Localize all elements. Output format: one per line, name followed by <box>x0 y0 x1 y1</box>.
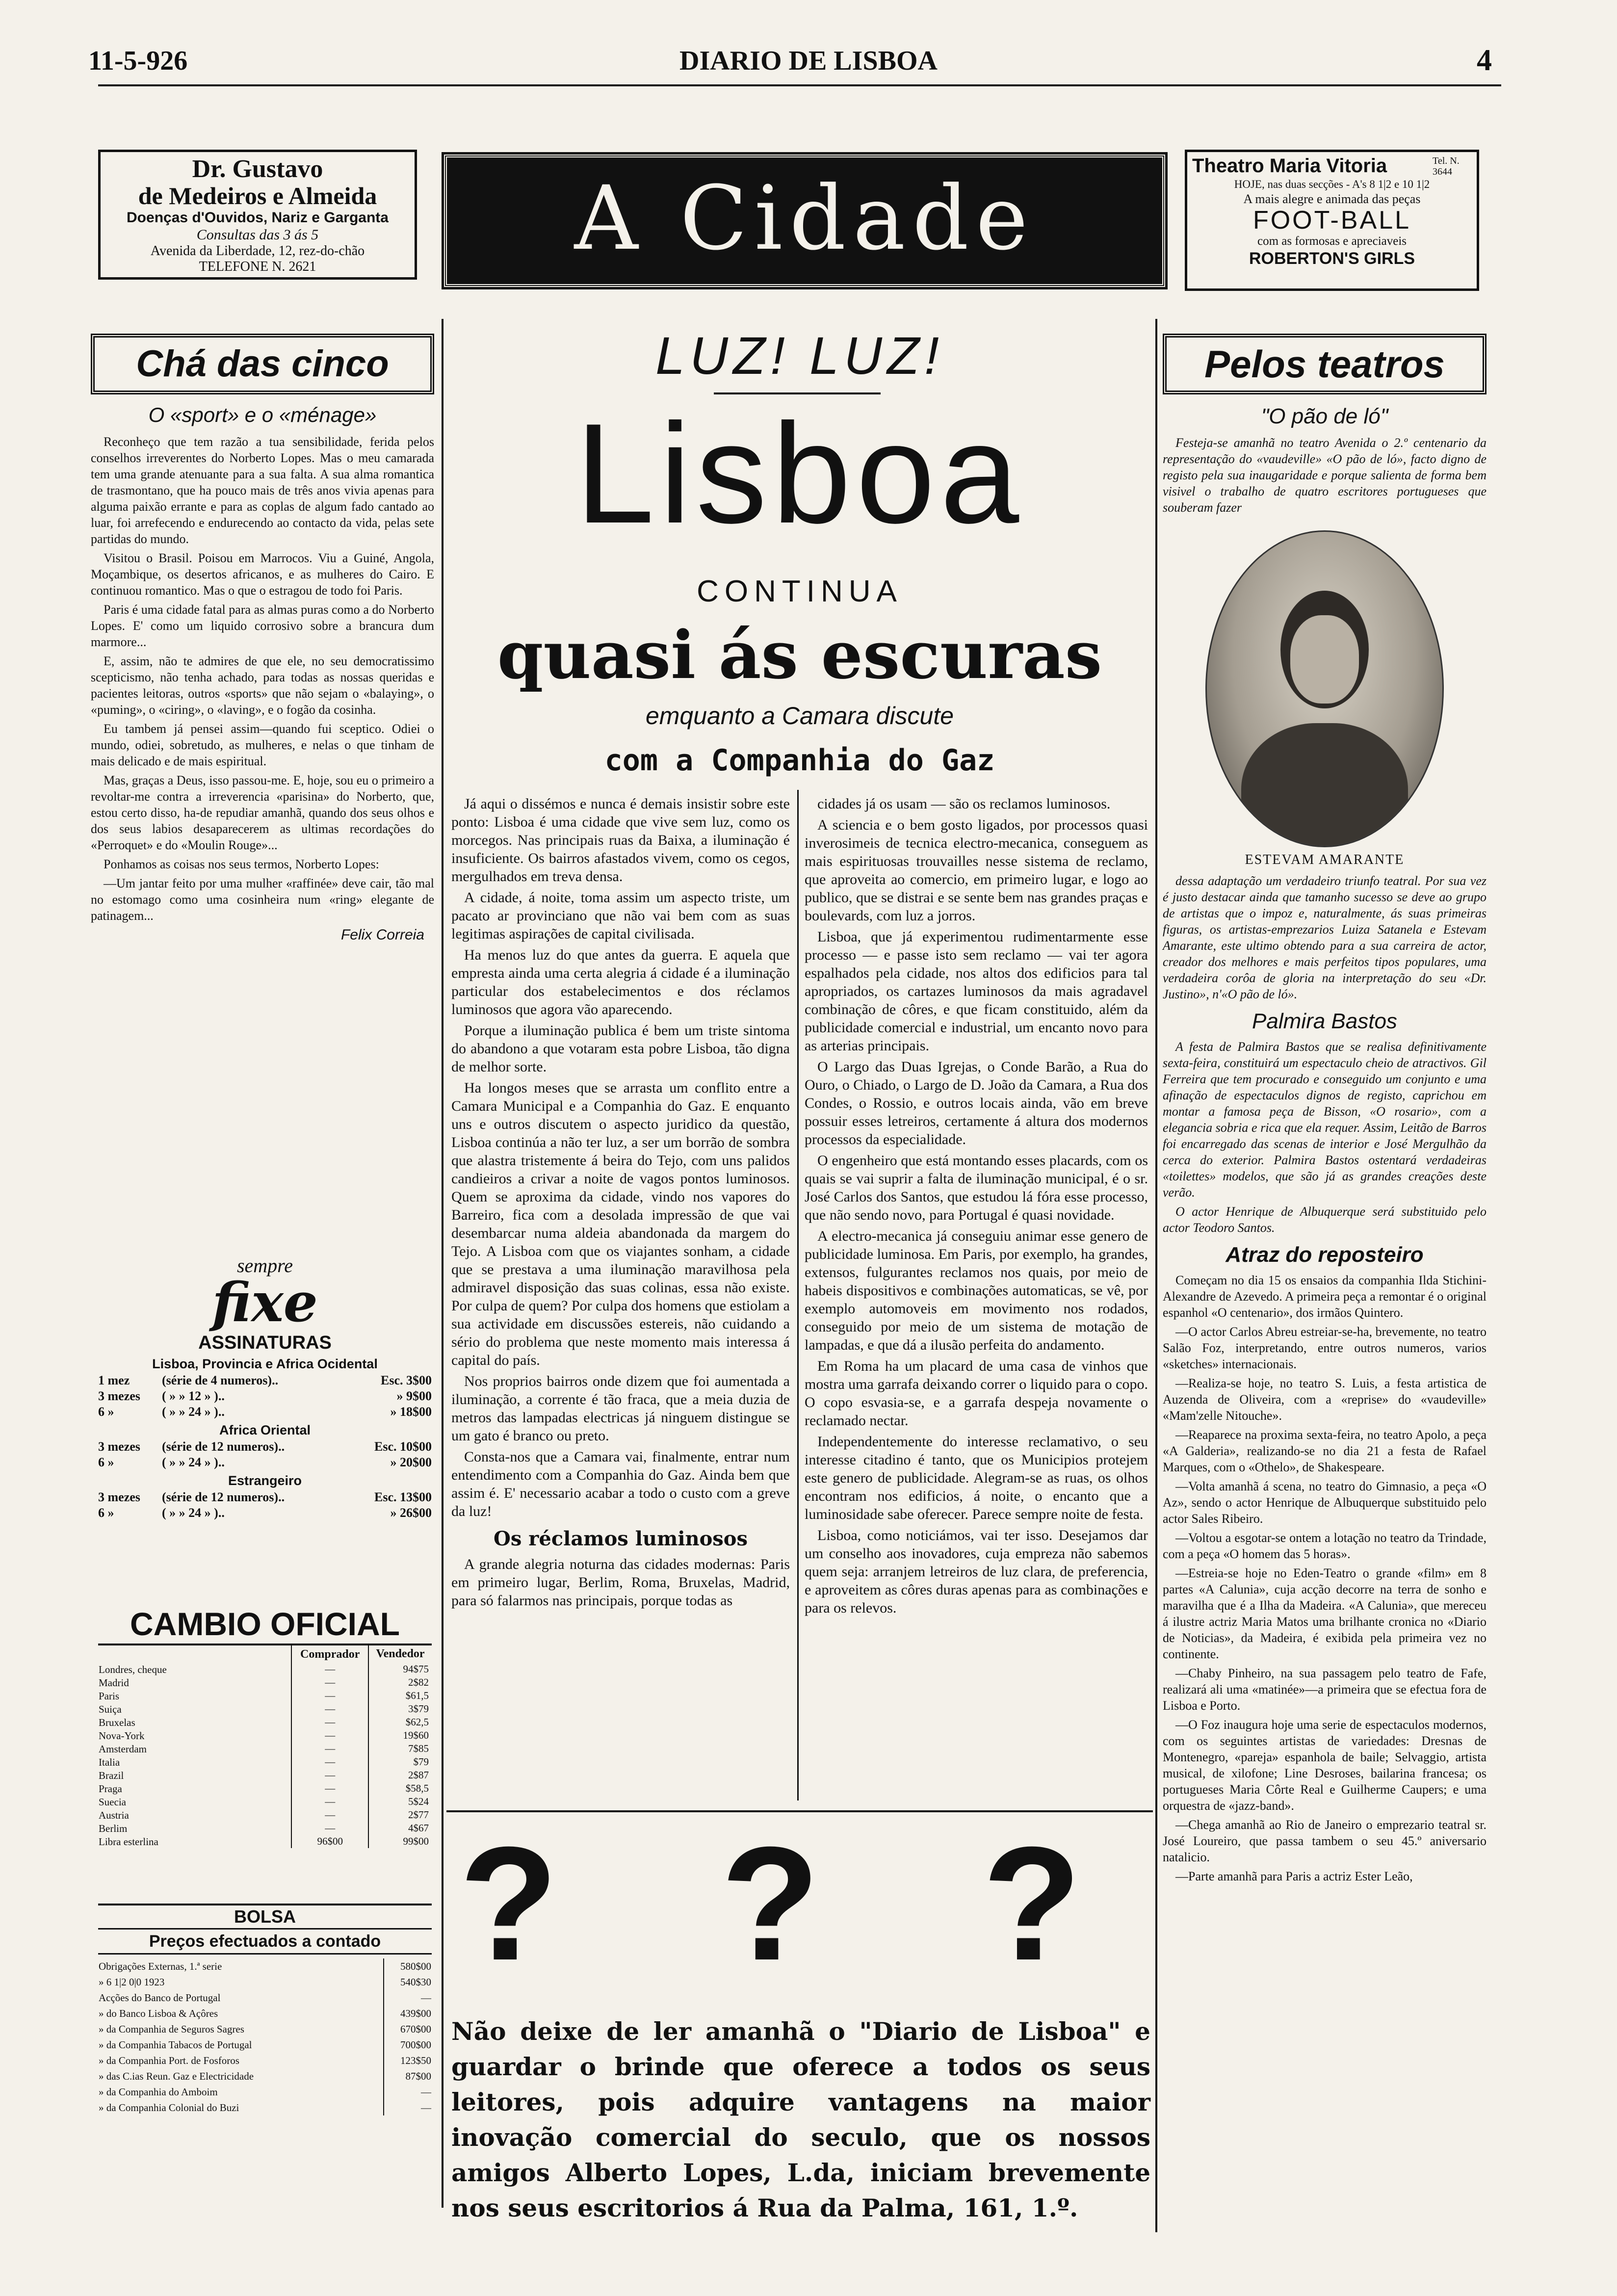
cambio-city: Londres, cheque <box>99 1663 167 1675</box>
cambio-sell: $62,5 <box>405 1716 429 1728</box>
deck-1: emquanto a Camara discute <box>645 702 954 730</box>
cambio-city: Suiça <box>99 1703 122 1715</box>
pao-de-lo-title: "O pão de ló" <box>1261 404 1388 428</box>
cha-paragraph: Mas, graças a Deus, isso passou-me. E, hoje, sou eu o primeiro a revoltar-me contra a irreverencia «parisina» do Norberto, que, estou certo disso, ha-de repudiar amanhã, quando dos seus olhos e dos seus labios desaparecerem as ultimas recordações do «Perroquet» e do «Moulin Rouge»... <box>91 773 434 852</box>
cambio-title: CAMBIO OFICIAL <box>98 1604 432 1645</box>
actor-portrait <box>1205 530 1444 847</box>
fixe-period: 6 » <box>98 1405 114 1419</box>
doctor-phone: TELEFONE N. 2621 <box>199 259 316 274</box>
cambio-sell: 94$75 <box>403 1663 429 1675</box>
cambio-sell: 2$87 <box>408 1769 429 1781</box>
cha-subheading: O «sport» e o «ménage» <box>148 403 377 426</box>
cambio-buy: — <box>291 1782 368 1795</box>
cambio-sell: 2$82 <box>408 1676 429 1688</box>
promo-text: Não deixe de ler amanhã o "Diario de Lisboa" e guardar o brinde que oferece a todos os seus leitores, pois adquire vantagens na maior inovação comercial do seculo, que os nossos amigos Alberto Lopes, L.da, iniciam brevemente nos seus escritorios á Rua da Palma, 161, 1.º. <box>451 2017 1150 2222</box>
cha-paragraph: Eu tambem já pensei assim—quando fui sceptico. Odiei o mundo, odiei, sobretudo, as mulheres, e nelas o que tinham de mais delicado e de mais espiritual. <box>91 722 434 768</box>
article-paragraph: O Largo das Duas Igrejas, o Conde Barão, a Rua do Ouro, o Chiado, o Largo de D. João da Camara, a Rua dos Condes, o Rossio, e outros locais ainda, vão em breve possuir esses letreiros, certamente á altura dos modernos processos da especialidade. <box>805 1059 1148 1148</box>
article-paragraph: A sciencia e o bem gosto ligados, por processos quasi inverosimeis de tecnica electro-mecanica, conseguem as mais espirituosas trouvailles nesse sistema de reclamo, que aproveita ao comercio, em primeiro lugar, e logo ao publico, que se distrai e se sente bem nas grandes praças e boulevards, com luz a jorros. <box>805 817 1148 924</box>
cambio-sell: 99$00 <box>403 1835 429 1847</box>
cambio-row <box>98 1663 432 1676</box>
bolsa-name: » 6 1|2 0|0 1923 <box>99 1976 165 1988</box>
cambio-buy: — <box>291 1676 368 1689</box>
bolsa-price: 87$00 <box>384 2068 432 2084</box>
cambio-buy: — <box>291 1822 368 1835</box>
header-rule <box>98 84 1501 86</box>
portrait-face <box>1290 615 1359 704</box>
bolsa-row <box>98 2068 432 2084</box>
cha-signature: Felix Correia <box>340 927 424 943</box>
fixe-sempre: sempre <box>236 1254 293 1277</box>
fixe-region: Africa Oriental <box>219 1423 311 1437</box>
cambio-row <box>98 1729 432 1742</box>
bolsa-name: » do Banco Lisboa & Açôres <box>99 2008 218 2019</box>
cambio-buy: — <box>291 1663 368 1676</box>
fixe-period: 1 mez <box>98 1373 130 1387</box>
fixe-desc: (série de 4 numeros).. <box>162 1373 279 1387</box>
bolsa-row <box>98 1990 432 2006</box>
bolsa-title: BOLSA <box>98 1904 432 1930</box>
fixe-desc: ( » » 24 » ).. <box>162 1405 225 1419</box>
bolsa-subtitle: Preços efectuados a contado <box>98 1930 432 1955</box>
cambio-row <box>98 1795 432 1808</box>
bolsa-price: — <box>384 2084 432 2100</box>
doctor-name-1: Dr. Gustavo <box>192 155 323 183</box>
cambio-row <box>98 1676 432 1689</box>
bolsa-row <box>98 2021 432 2037</box>
section-banner-text: A Cidade <box>574 167 1035 270</box>
cambio-row <box>98 1689 432 1702</box>
section-banner <box>444 155 1165 287</box>
bolsa-row <box>98 1958 432 1974</box>
fixe-row <box>98 1439 432 1455</box>
cambio-sell: 19$60 <box>403 1729 429 1741</box>
cambio-row <box>98 1716 432 1729</box>
cambio-row <box>98 1808 432 1822</box>
teatros-heading: Pelos teatros <box>1204 342 1445 386</box>
reposteiro-note: Começam no dia 15 os ensaios da companhia Ilda Stichini-Alexandre de Azevedo. A primeira peça a remontar é o original espanhol «O centenario», dos irmãos Quintero. <box>1163 1273 1487 1320</box>
bolsa-price: 439$00 <box>384 2006 432 2021</box>
fixe-period: 6 » <box>98 1506 114 1520</box>
column-rule-center <box>797 790 799 1800</box>
cambio-sell: $79 <box>413 1756 429 1768</box>
newspaper-title: DIARIO DE LISBOA <box>679 46 938 76</box>
cambio-city: Austria <box>99 1809 129 1821</box>
fixe-price: » 9$00 <box>396 1389 432 1403</box>
bolsa-price: — <box>384 1990 432 2006</box>
cambio-table <box>98 1645 432 1848</box>
fixe-title: ASSINATURAS <box>198 1332 332 1353</box>
cambio-block <box>98 1604 432 1848</box>
theatre-troupe: ROBERTON'S GIRLS <box>1249 249 1415 268</box>
palmira-text-2: O actor Henrique de Albuquerque será substituido pelo actor Teodoro Santos. <box>1163 1204 1487 1235</box>
article-paragraph: Em Roma ha um placard de uma casa de vinhos que mostra uma garrafa deixando correr o liquido para o copo. O copo esvasia-se, e a garrafa despeja novamente o reclamado nectar. <box>805 1358 1148 1429</box>
bolsa-row <box>98 1974 432 1990</box>
article-paragraph: Porque a iluminação publica é bem um triste sintoma do abandono a que votaram esta pobre Lisboa, tão digna de melhor sorte. <box>451 1022 790 1075</box>
cambio-col-sell: Vendedor <box>376 1647 425 1660</box>
cambio-buy: — <box>291 1795 368 1808</box>
article-column-2 <box>805 795 1148 1620</box>
cha-paragraph: Reconheço que tem razão a tua sensibilidade, ferida pelos conselhos irreverentes do Norberto Lopes. Mas o meu camarada tem uma grande atenuante para a sua falta. A sua alma romantica de trasmontano, que ha pouco mais de três anos vivia apenas para alguma paixão errante e para as coplas de algum fado cantado ao luar, foi arrefecendo e endurecendo ao contacto da vida, pelas sete partidas do mundo. <box>91 435 434 546</box>
palmira-title: Palmira Bastos <box>1252 1009 1397 1033</box>
cambio-sell: 3$79 <box>408 1703 429 1715</box>
cambio-city: Bruxelas <box>99 1716 135 1728</box>
bolsa-name: » da Companhia Colonial do Buzi <box>99 2102 239 2113</box>
article-column-1 <box>451 795 790 1613</box>
fixe-desc: ( » » 24 » ).. <box>162 1506 225 1520</box>
doctor-name-2: de Medeiros e Almeida <box>138 182 377 209</box>
doctor-hours: Consultas das 3 ás 5 <box>196 227 319 243</box>
cambio-buy: 96$00 <box>291 1835 368 1848</box>
fixe-price: » 20$00 <box>390 1455 432 1469</box>
bolsa-price: 123$50 <box>384 2053 432 2068</box>
cambio-city: Brazil <box>99 1769 124 1781</box>
fixe-row <box>98 1373 432 1388</box>
cambio-row <box>98 1782 432 1795</box>
fixe-price: Esc. 3$00 <box>381 1373 432 1387</box>
headline-2: quasi ás escuras <box>497 616 1102 694</box>
cambio-buy: — <box>291 1689 368 1702</box>
reposteiro-note: —O Foz inaugura hoje uma serie de espectaculos modernos, com os seguintes artistas de variedades: Dresnas de Montenegro, «pareja» espanhola de baile; Selvaggio, artista musical, de xilofone; Line Desroses, bailarina francesa; os portugueses Maria Côrte Real e Guilherme Caupers; e uma orquestra de «jazz-band». <box>1163 1718 1487 1813</box>
theatre-name: Theatro Maria Vitoria <box>1192 155 1387 177</box>
cambio-row <box>98 1822 432 1835</box>
cambio-city: Amsterdam <box>99 1743 147 1755</box>
portrait-shoulders <box>1241 723 1408 847</box>
fixe-price: » 26$00 <box>390 1506 432 1520</box>
theatre-ad <box>1185 150 1479 291</box>
bolsa-name: » da Companhia de Seguros Sagres <box>99 2023 244 2035</box>
doctor-address: Avenida da Liberdade, 12, rez-do-chão <box>150 243 365 259</box>
cambio-buy: — <box>291 1742 368 1755</box>
reposteiro-note: —Voltou a esgotar-se ontem a lotação no teatro da Trindade, com a peça «O homem das 5 horas». <box>1163 1531 1487 1561</box>
bolsa-name: » da Companhia Tabacos de Portugal <box>99 2039 252 2051</box>
fixe-price: » 18$00 <box>390 1405 432 1419</box>
reposteiro-note: —Reaparece na proxima sexta-feira, no teatro Apolo, a peça «A Galderia», realizando-se no dia 21 a festa de Rafael Marques, com o «Othelo», de Shakespeare. <box>1163 1428 1487 1474</box>
bolsa-price: 540$30 <box>384 1974 432 1990</box>
theatre-schedule: HOJE, nas duas secções - A's 8 1|2 e 10 1|2 <box>1234 178 1430 190</box>
article-paragraph: A electro-mecanica já conseguiu animar esse genero de publicidade luminosa. Em Paris, por exemplo, ha grandes, extensos, fulgurantes reclamos nos quais, por meio de habeis dispositivos e combinações automaticas, se vê, por exemplo automoveis em movimento nos rodados, conseguido por meio de um sistema de motação de lampadas, e que dá a ilusão perfeita do andamento. <box>805 1228 1148 1353</box>
cha-paragraph: —Um jantar feito por uma mulher «raffinée» deve cair, tão mal no estomago como uma cosinheira num «ring» elegante de patinagem... <box>91 876 434 923</box>
article-paragraph: O engenheiro que está montando esses placards, com os quais se vai suprir a falta de iluminação municipal, é o sr. José Carlos dos Santos, que estudou lá fóra esse processo, que não sendo novo, para Portugal é quasi novidade. <box>805 1152 1148 1223</box>
palmira-text: A festa de Palmira Bastos que se realisa definitivamente sexta-feira, constituirá um espectaculo cheio de atractivos. Gil Ferreira que tem procurado e conseguido um conjunto e uma afinação de espectaculos dignos de registo, caprichou em montar a famosa peça de Bisson, «O rosario», com a elegancia sobria e rica que ela requer. Assim, Leitão de Barros foi encarregado das scenas de interior e José Mergulhão da cerca do exterior. Palmira Bastos ostentará verdadeiras «toilettes» modelos, que são já as grandes creações deste verão. <box>1163 1040 1487 1200</box>
cha-heading-box <box>91 334 434 394</box>
cambio-sell: 2$77 <box>408 1809 429 1821</box>
article-paragraph: Ha menos luz do que antes da guerra. E aquela que empresta ainda uma certa alegria á cidade é a iluminação particular dos estabelecimentos e dos réclamos luminosos que agora vão aparecendo. <box>451 947 790 1018</box>
fixe-period: 3 mezes <box>98 1389 140 1403</box>
cambio-city: Madrid <box>99 1676 129 1689</box>
reposteiro-note: —Realiza-se hoje, no teatro S. Luis, a festa artistica de Auzenda de Oliveira, com a «reprise» do «vaudeville» «Mam'zelle Nitouche». <box>1163 1376 1487 1423</box>
fixe-row <box>98 1388 432 1404</box>
teatros-heading-box <box>1163 334 1487 394</box>
reposteiro-note: —Volta amanhã á scena, no teatro do Gimnasio, a peça «O Az», sendo o actor Henrique de Albuquerque substituido pelo actor Sales Ribeiro. <box>1163 1479 1487 1526</box>
bolsa-name: Obrigações Externas, 1.ª serie <box>99 1960 222 1972</box>
cha-heading: Chá das cinco <box>136 343 389 385</box>
bolsa-block <box>98 1904 432 2115</box>
pao-de-lo-intro: Festeja-se amanhã no teatro Avenida o 2.º centenario da representação do «vaudeville» «O pão de ló», facto digno de registo pela sua inaugaridade e porque salienta de forma bem visivel o trabalho de quatro escritores portugueses que souberam fazer <box>1163 436 1487 515</box>
fixe-desc: (série de 12 numeros).. <box>162 1439 285 1454</box>
reclamos-title: Os réclamos luminosos <box>493 1527 748 1550</box>
cambio-sell: $58,5 <box>405 1782 429 1794</box>
doctor-specialty: Doenças d'Ouvidos, Nariz e Garganta <box>127 209 389 226</box>
page-date: 11-5-926 <box>88 46 188 76</box>
theatre-line-2: A mais alegre e animada das peças <box>1243 192 1421 206</box>
reposteiro-note: —Parte amanhã para Paris a actriz Ester Leão, <box>1175 1869 1413 1883</box>
cambio-buy: — <box>291 1769 368 1782</box>
fixe-price: Esc. 13$00 <box>374 1490 432 1504</box>
bolsa-table <box>98 1958 432 2115</box>
bolsa-name: » das C.ias Reun. Gaz e Electricidade <box>99 2070 254 2082</box>
cambio-row <box>98 1755 432 1769</box>
column-rule-right <box>1155 319 1157 2232</box>
cambio-row <box>98 1702 432 1716</box>
fixe-desc: ( » » 24 » ).. <box>162 1455 225 1469</box>
bolsa-price: 580$00 <box>384 1958 432 1974</box>
reposteiro-title: Atraz do reposteiro <box>1226 1243 1424 1267</box>
cambio-sell: $61,5 <box>405 1690 429 1701</box>
fixe-row <box>98 1489 432 1505</box>
article-paragraph: A cidade, á noite, toma assim um aspecto triste, um pacato ar provinciano que não vai bem com as suas legitimas aspirações de capital civilisada. <box>451 889 790 942</box>
bolsa-price: 700$00 <box>384 2037 432 2053</box>
cambio-sell: 5$24 <box>408 1796 429 1807</box>
bolsa-row <box>98 2037 432 2053</box>
deck-2: com a Companhia do Gaz <box>604 743 995 778</box>
fixe-row <box>98 1455 432 1470</box>
cambio-buy: — <box>291 1702 368 1716</box>
column-rule-left <box>442 319 443 2208</box>
cambio-buy: — <box>291 1808 368 1822</box>
cambio-sell: 7$85 <box>408 1743 429 1754</box>
fixe-row <box>98 1505 432 1521</box>
bolsa-row <box>98 2053 432 2068</box>
portrait-caption: ESTEVAM AMARANTE <box>1245 852 1405 867</box>
fixe-block <box>98 1256 432 1521</box>
fixe-desc: (série de 12 numeros).. <box>162 1490 285 1504</box>
theatre-line-3: com as formosas e apreciaveis <box>1257 235 1407 248</box>
cambio-row <box>98 1835 432 1848</box>
page-number: 4 <box>1477 44 1492 77</box>
fixe-region: Lisboa, Provincia e Africa Ocidental <box>152 1357 378 1371</box>
fixe-groups <box>98 1357 432 1521</box>
cambio-city: Praga <box>99 1782 122 1795</box>
article-paragraph: Ha longos meses que se arrasta um conflito entre a Camara Municipal e a Companhia do Gaz. E enquanto uns e outros discutem o aspecto juridico da questão, Lisboa continúa a não ter luz, a ser um borrão de sombra que alastra tristemente á beira do Tejo, com uns palidos candieiros a crivar a noite de vagos pontos luminosos. Quem se aproxima da cidade, vindo nos vapores do Barreiro, fica com a desolada impressão de que vai desembarcar numa aldeia abandonada da margem do Tejo. A Lisboa com que os viajantes sonham, a cidade que se prestava a uma iluminação maravilhosa pela admiravel disposição das suas colinas, essa não existe. Por culpa de quem? Por culpa dos homens que estiolam a sua actividade em discussões estereis, não cuidando a sério do problema que neste momento mais interessa á capital do país. <box>451 1080 790 1368</box>
article-paragraph: Lisboa, que já experimentou rudimentarmente esse processo — e passe isto sem reclamo — vai ter agora espalhados pela cidade, nos altos dos edificios para tal apropriados, os cartazes luminosos da mais agradavel combinação de côres, e que ficam constituido, além da publicidade comercial e industrial, um encanto novo para as arterias principais. <box>805 929 1148 1054</box>
cha-paragraph: Visitou o Brasil. Poisou em Marrocos. Viu a Guiné, Angola, Moçambique, os desertos africanos, e as mulheres do Cairo. E continuou romantico. Mas o que o estragou de todo foi Paris. <box>91 551 434 598</box>
main-headline: Lisboa <box>575 394 1024 553</box>
reposteiro-note: —Chaby Pinheiro, na sua passagem pelo teatro de Fafe, realizará ali uma «matinée»—a primeira que se efectua fora de Lisboa e Porto. <box>1163 1666 1487 1713</box>
cha-paragraph: E, assim, não te admires de que ele, no seu democratissimo scepticismo, não tenha achado, para todas as nossas queridas e pacientes leitoras, outros «sports» que não sejam o «balaying», o «puming», o «ciring», o «laving», e o fogão da cosinha. <box>91 654 434 717</box>
promo-rule <box>446 1810 1153 1812</box>
article-paragraph: Já aqui o dissémos e nunca é demais insistir sobre este ponto: Lisboa é uma cidade que vive sem luz, como os morcegos. Nas principais ruas da Baixa, a iluminação é insuficiente. Os bairros afastados vivem, como os cegos, mergulhados em treva densa. <box>451 796 790 885</box>
cha-paragraph: Ponhamos as coisas nos seus termos, Norberto Lopes: <box>104 857 379 871</box>
cambio-city: Italia <box>99 1756 120 1768</box>
cambio-buy: — <box>291 1716 368 1729</box>
cambio-row <box>98 1769 432 1782</box>
fixe-row <box>98 1404 432 1420</box>
reclamos-paragraph: A grande alegria noturna das cidades modernas: Paris em primeiro lugar, Berlim, Roma, Bruxelas, Madrid, para só falarmos nas principais, porque todas as <box>451 1556 790 1609</box>
cha-paragraph: Paris é uma cidade fatal para as almas puras como a do Norberto Lopes. E' como um liquido corrosivo sobre a brancura dum marmore... <box>91 602 434 649</box>
doctor-ad <box>98 150 417 280</box>
left-column <box>91 334 434 943</box>
cambio-row <box>98 1742 432 1755</box>
fixe-desc: ( » » 12 » ).. <box>162 1389 225 1403</box>
bolsa-name: » da Companhia Port. de Fosforos <box>99 2055 239 2066</box>
cambio-city: Berlim <box>99 1822 128 1834</box>
center-kicker: LUZ! LUZ! <box>655 326 944 385</box>
fixe-price: Esc. 10$00 <box>374 1439 432 1454</box>
article-paragraph: Independentemente do interesse reclamativo, o seu interesse citadino é tanto, que os Municipios protejem este genero de publicidade. Alegram-se as ruas, os olhos encontram nos edificios, á noite, o encanto que a luminosidade sabe oferecer. Parece sempre noite de festa. <box>805 1434 1148 1522</box>
article-paragraph: Consta-nos que a Camara vai, finalmente, entrar num entendimento com a Companhia do Gaz. Ainda bem que assim é. E' necessario acabar a todo o custo com a greve da luz! <box>451 1449 790 1519</box>
bolsa-price: — <box>384 2100 432 2115</box>
headline-continua: CONTINUA <box>697 574 903 608</box>
fixe-region: Estrangeiro <box>228 1473 302 1488</box>
cambio-city: Suecia <box>99 1796 126 1808</box>
fixe-logo: fixe <box>212 1271 318 1334</box>
cambio-col-buy: Comprador <box>291 1645 368 1663</box>
cambio-buy: — <box>291 1729 368 1742</box>
promo-question-marks: ? ? ? <box>459 1813 1141 1994</box>
cambio-city: Paris <box>99 1690 119 1702</box>
cambio-buy: — <box>291 1755 368 1769</box>
cambio-city: Nova-York <box>99 1729 145 1742</box>
fixe-period: 3 mezes <box>98 1490 140 1504</box>
bolsa-price: 670$00 <box>384 2021 432 2037</box>
cambio-city: Libra esterlina <box>99 1835 158 1848</box>
theatre-phone: Tel. N. 3644 <box>1433 155 1460 177</box>
cambio-sell: 4$67 <box>408 1822 429 1834</box>
reposteiro-notes <box>1163 1272 1487 1884</box>
bolsa-name: Acções do Banco de Portugal <box>99 1992 221 2004</box>
theatre-play-title: FOOT-BALL <box>1252 206 1411 235</box>
right-column <box>1163 334 1487 1887</box>
article-paragraph: Lisboa, como noticiámos, vai ter isso. Desejamos dar um conselho aos inovadores, cuja empreza não sabemos quem seja: arranjem letreiros de luz clara, de preferencia, e aproveitem as côres duras apenas para as combinações e para os relevos. <box>805 1527 1148 1616</box>
reposteiro-note: —Chega amanhã ao Rio de Janeiro o emprezario teatral sr. José Loureiro, que passa tambem o seu 45.º aniversario natalicio. <box>1163 1818 1487 1864</box>
bolsa-row <box>98 2006 432 2021</box>
bolsa-name: » da Companhia do Amboim <box>99 2086 218 2098</box>
fixe-period: 3 mezes <box>98 1439 140 1454</box>
pao-de-lo-text: dessa adaptação um verdadeiro triunfo teatral. Por sua vez é justo destacar ainda que tamanho sucesso se deve ao grupo de artistas que o impoz e, naturalmente, ás suas primeiras figuras, os artistas-emprezarios Luiza Satanela e Estevam Amarante, este ultimo obtendo para a sua carreira de actor, creador dos melhores e mais perfeitos tipos populares, uma verdadeira corôa de gloria na interpretação do seu «Dr. Justino», n'«O pão de ló». <box>1163 874 1487 1001</box>
reposteiro-note: —Estreia-se hoje no Eden-Teatro o grande «film» em 8 partes «A Calunia», cuja acção decorre na terra de sonho e maravilha que é a Ilha da Madeira. «A Calunia», que mereceu á ilustre actriz Maria Matos uma brilhante cronica no «Diario de Noticias», da Madeira, é exibida pela primeira vez no continente. <box>1163 1566 1487 1661</box>
article-paragraph: Nos proprios bairros onde dizem que foi aumentada a iluminação, a corrente é tão fraca, que a meia duzia de metros das lampadas electricas já ninguem distingue se um gato é branco ou preto. <box>451 1373 790 1444</box>
bolsa-row <box>98 2084 432 2100</box>
cambio-col-city <box>98 1645 291 1663</box>
bolsa-row <box>98 2100 432 2115</box>
reposteiro-note: —O actor Carlos Abreu estreiar-se-ha, brevemente, no teatro Salão Foz, interpretando, entre outros numeros, varios «sketches» internacionais. <box>1163 1325 1487 1371</box>
article-paragraph: cidades já os usam — são os reclamos luminosos. <box>817 796 1111 812</box>
fixe-period: 6 » <box>98 1455 114 1469</box>
